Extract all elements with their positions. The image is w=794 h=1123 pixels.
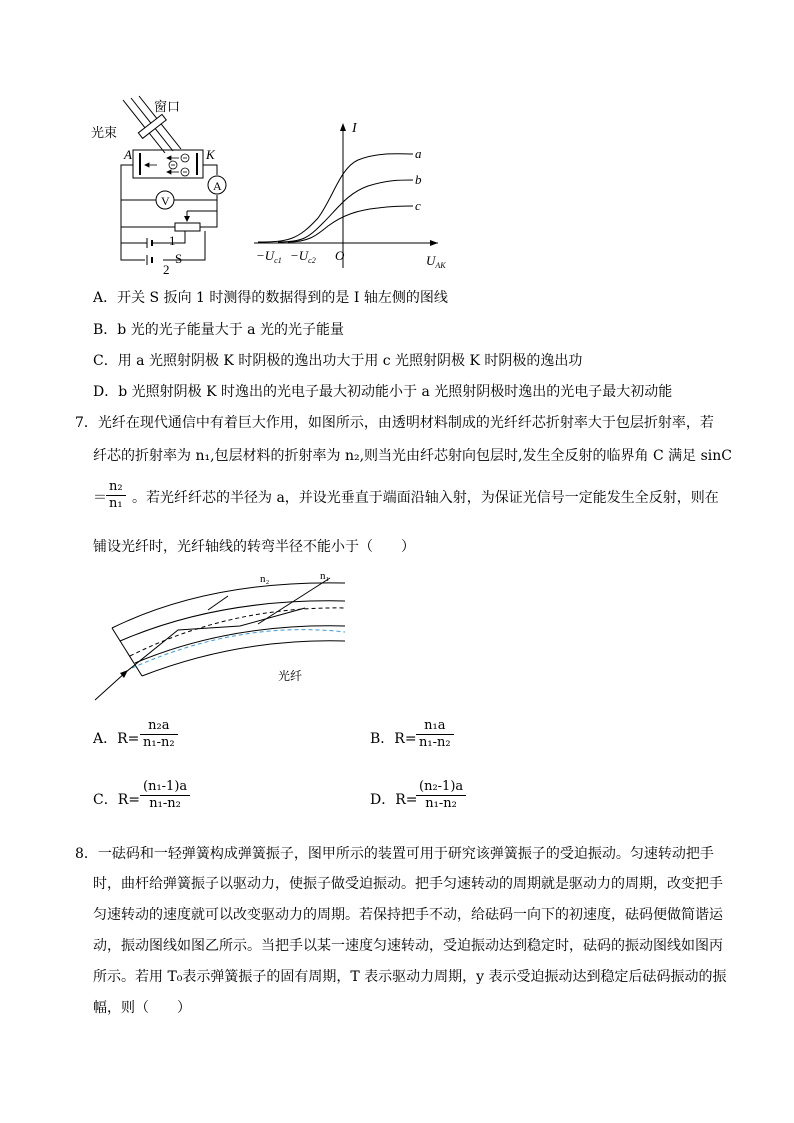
q6-option-d: D．b 光照射阴极 K 时逸出的光电子最大初动能小于 a 光照射阴极时逸出的光电子最大初动能: [93, 384, 673, 400]
q7-option-b-num: n₁a: [416, 718, 454, 735]
iu-graph: [248, 118, 448, 278]
q6-option-b: B．b 光的光子能量大于 a 光的光子能量: [93, 322, 344, 338]
curve-a: [258, 154, 413, 242]
q7-eq-sign: ＝: [93, 490, 107, 506]
q7-option-c-prefix: C．R=: [93, 792, 140, 808]
ammeter-label: A: [213, 179, 222, 193]
n2-leader: [208, 596, 228, 610]
q7-option-d-fraction: [416, 779, 466, 812]
q7-option-a-fraction: [140, 718, 178, 751]
q7-option-b-prefix: B．R=: [370, 731, 417, 747]
switch-pos-1: 1: [169, 233, 176, 248]
battery-symbols: [147, 238, 152, 265]
q6-option-a: A．开关 S 扳向 1 时测得的数据得到的是 I 轴左侧的图线: [93, 290, 448, 306]
q7-sinc-fraction: [106, 479, 126, 512]
q7-frac-num: n₂: [106, 479, 126, 496]
switch-label: S: [175, 251, 183, 266]
q7-option-a-den: n₁-n₂: [143, 735, 175, 750]
q8-line-1: 8．一砝码和一轻弹簧构成弹簧振子，图甲所示的装置可用于研究该弹簧振子的受迫振动。匀速转动把手: [75, 846, 714, 862]
q7-option-d-prefix: D．R=: [370, 792, 418, 808]
origin-label: O: [335, 248, 345, 263]
anode-label: A: [124, 147, 132, 162]
neg-uc1-label: $-U_{c1}$: [256, 248, 282, 265]
q7-line-3: 。若光纤纤芯的半径为 a，并设光垂直于端面沿轴入射，为保证光信号一定能发生全反射，则在: [132, 490, 719, 506]
q7-option-c-num: (n₁-1)a: [140, 779, 190, 796]
q7-option-a-prefix: A．R=: [93, 731, 140, 747]
phototube: [133, 150, 203, 178]
q8-line-4: 动，振动图线如图乙所示。当把手以某一速度匀速转动，受迫振动达到稳定时，砝码的振动图线如图丙: [93, 938, 723, 954]
q8-line-6: 幅，则（ ）: [93, 1000, 191, 1016]
q7-frac-den: n₁: [109, 496, 123, 511]
axis-I-label: I: [352, 121, 357, 136]
curve-a-label: a: [415, 146, 422, 161]
q7-option-b-fraction: [416, 718, 454, 751]
q8-line-2: 时，曲杆给弹簧振子以驱动力，使振子做受迫振动。把手匀速转动的周期就是驱动力的周期，改变把手: [93, 876, 723, 892]
q7-line-1: 7．光纤在现代通信中有着巨大作用，如图所示，由透明材料制成的光纤纤芯折射率大于包层折射率，若: [75, 415, 714, 431]
switch-pos-2: 2: [163, 262, 170, 277]
q7-option-d-num: (n₂-1)a: [416, 779, 466, 796]
photoelectric-circuit-diagram: [85, 95, 265, 280]
axis-U-label: $U_{AK}$: [426, 253, 446, 270]
window-label: 窗口: [154, 100, 181, 115]
q8-line-5: 所示。若用 T₀表示弹簧振子的固有周期，T 表示驱动力周期，y 表示受迫振动达到稳定后砝码振动的振: [93, 969, 727, 985]
q7-option-d-den: n₁-n₂: [425, 796, 457, 811]
electron-symbols: [145, 154, 189, 176]
q7-line-4: 铺设光纤时，光纤轴线的转弯半径不能小于（ ）: [93, 539, 415, 555]
curve-c-label: c: [415, 198, 421, 213]
fiber-n1-label: n₁: [320, 570, 330, 582]
neg-uc2-label: $-U_{c2}$: [290, 248, 316, 265]
curve-b: [278, 180, 413, 242]
fiber-caption: 光纤: [278, 669, 303, 683]
q8-line-3: 匀速转动的速度就可以改变驱动力的周期。若保持把手不动，给砝码一向下的初速度，砝码便做简谐运: [93, 907, 723, 923]
beam-label: 光束: [91, 126, 118, 141]
q7-line-2: 纤芯的折射率为 n₁,包层材料的折射率为 n₂,则当光由纤芯射向包层时,发生全反射的临界角 C 满足 sinC: [93, 448, 732, 464]
q7-option-c-fraction: [140, 779, 190, 812]
curve-b-label: b: [415, 172, 422, 187]
q6-option-c: C．用 a 光照射阴极 K 时阴极的逸出功大于用 c 光照射阴极 K 时阴极的逸出功: [93, 353, 583, 369]
fiber-n2-label: n₂: [260, 573, 270, 585]
window-slab: [138, 114, 166, 138]
q7-option-a-num: n₂a: [140, 718, 178, 735]
voltmeter-label: V: [161, 194, 170, 208]
q7-option-b-den: n₁-n₂: [419, 735, 451, 750]
optical-fiber-diagram: [90, 568, 360, 703]
q7-option-c-den: n₁-n₂: [149, 796, 181, 811]
graph-axes: [254, 126, 438, 268]
cathode-label: K: [206, 147, 215, 162]
